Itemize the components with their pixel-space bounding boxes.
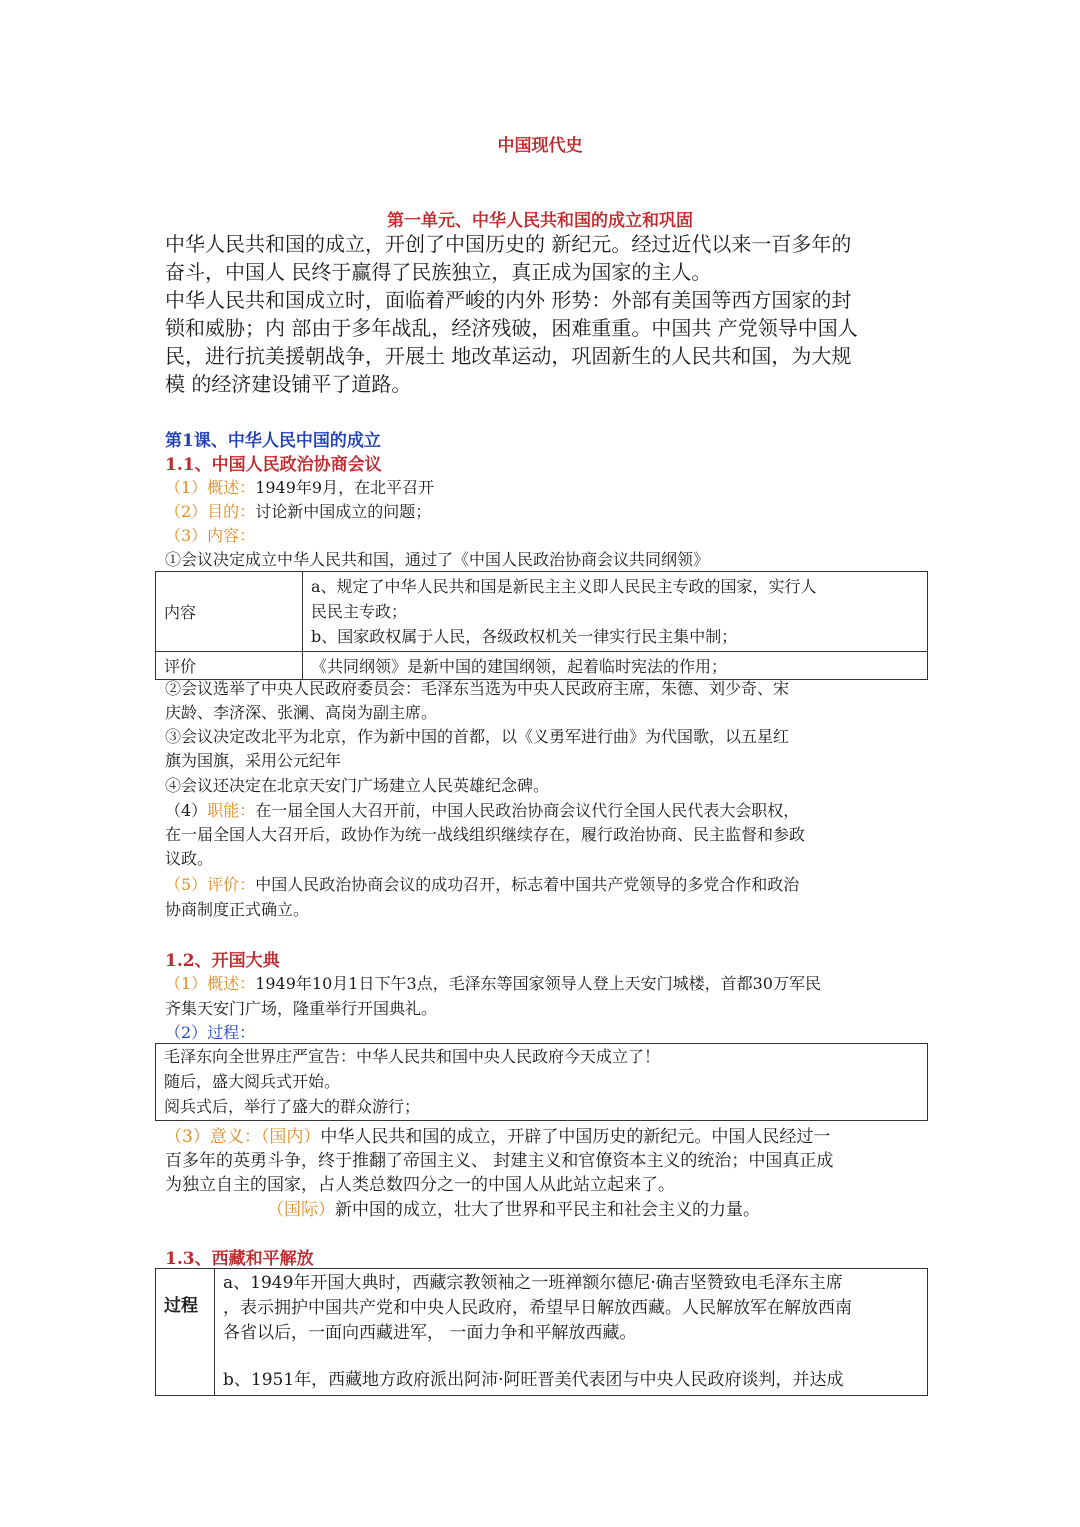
content-item-2: ②会议选举了中央人民政府委员会：毛泽东当选为中央人民政府主席，朱德、刘少奇、宋 [165, 679, 790, 698]
intro-line: 奋斗，中国人 民终于赢得了民族独立，真正成为国家的主人。 [165, 260, 712, 284]
table-cell-label: 过程 [156, 1269, 215, 1396]
process-box [155, 1043, 928, 1121]
content-line [165, 523, 255, 546]
significance-label: （3）意义：（国内） [165, 1127, 321, 1147]
table-line: 各省以后，一面向西藏进军， 一面力争和平解放西藏。 [223, 1323, 637, 1343]
table-spacer [223, 1346, 919, 1368]
overview-text: 1949年9月，在北平召开 [255, 478, 435, 497]
function-text: 在一届全国人大召开前，中国人民政治协商会议代行全国人民代表大会职权， [255, 801, 800, 820]
overview-line [165, 971, 821, 994]
international-text: 新中国的成立，壮大了世界和平民主和社会主义的力量。 [335, 1200, 760, 1220]
table-cell-label: 内容 [156, 572, 303, 652]
intro-line: 民，进行抗美援朝战争，开展土 地改革运动，巩固新生的人民共和国，为大规 [165, 344, 852, 368]
process-box-line: 随后，盛大阅兵式开始。 [164, 1072, 341, 1091]
content-item-4: ④会议还决定在北京天安门广场建立人民英雄纪念碑。 [165, 776, 550, 795]
process-box-line: 阅兵式后，举行了盛大的群众游行； [164, 1097, 421, 1116]
table-row [156, 1269, 928, 1396]
section-heading-1-3: 1.3、西藏和平解放 [165, 1249, 314, 1269]
overview-text: 齐集天安门广场，隆重举行开国典礼。 [165, 999, 438, 1018]
process-line [165, 1020, 255, 1043]
table-row [156, 572, 928, 652]
table-line: a、1949年开国大典时，西藏宗教领袖之一班禅额尔德尼·确吉坚赞致电毛泽东主席 [223, 1273, 843, 1293]
tibet-table [155, 1268, 928, 1396]
overview-label: （1）概述： [165, 974, 256, 993]
table-line: a、规定了中华人民共和国是新民主主义即人民民主专政的国家，实行人 [311, 577, 817, 596]
overview-line [165, 475, 434, 498]
purpose-text: 讨论新中国成立的问题； [255, 502, 432, 521]
content-item-3: 旗为国旗，采用公元纪年 [165, 751, 342, 770]
process-label: （2）过程： [165, 1023, 256, 1042]
significance-text: 为独立自主的国家，占人类总数四分之一的中国人从此站立起来了。 [165, 1175, 675, 1195]
international-line [267, 1195, 760, 1220]
evaluation-text: 中国人民政治协商会议的成功召开，标志着中国共产党领导的多党合作和政治 [255, 875, 800, 894]
table-cell-content [303, 572, 928, 652]
purpose-label: （2）目的： [165, 502, 256, 521]
table-cell-content: 《共同纲领》是新中国的建国纲领，起着临时宪法的作用； [303, 652, 928, 680]
evaluation-line [165, 872, 799, 895]
function-line [165, 798, 799, 821]
content-item-1: ①会议决定成立中华人民共和国，通过了《中国人民政治协商会议共同纲领》 [165, 550, 710, 569]
international-label: （国际） [267, 1200, 335, 1220]
significance-text: 百多年的英勇斗争，终于推翻了帝国主义、 封建主义和官僚资本主义的统治；中国真正成 [165, 1151, 834, 1171]
document-title: 中国现代史 [497, 136, 583, 156]
content-item-3: ③会议决定改北平为北京，作为新中国的首都，以《义勇军进行曲》为代国歌，以五星红 [165, 727, 790, 746]
unit-title: 第一单元、中华人民共和国的成立和巩固 [387, 211, 693, 231]
content-label: （3）内容： [165, 526, 256, 545]
significance-text: 中华人民共和国的成立，开辟了中国历史的新纪元。中国人民经过一 [320, 1127, 831, 1147]
evaluation-text: 协商制度正式确立。 [165, 900, 310, 919]
intro-line: 锁和威胁；内 部由于多年战乱，经济残破，困难重重。中国共 产党领导中国人 [165, 316, 858, 340]
function-prefix: （4） [165, 801, 208, 820]
overview-text: 1949年10月1日下午3点，毛泽东等国家领导人登上天安门城楼，首都30万军民 [255, 974, 821, 993]
content-item-2: 庆龄、李济深、张澜、高岗为副主席。 [165, 703, 438, 722]
process-box-line: 毛泽东向全世界庄严宣告：中华人民共和国中央人民政府今天成立了！ [164, 1047, 661, 1066]
overview-label: （1）概述： [165, 478, 256, 497]
intro-line: 中华人民共和国的成立，开创了中国历史的 新纪元。经过近代以来一百多年的 [165, 232, 852, 256]
intro-line: 模 的经济建设铺平了道路。 [165, 372, 412, 396]
function-text: 在一届全国人大召开后，政协作为统一战线组织继续存在，履行政治协商、民主监督和参政 [165, 825, 806, 844]
content-table [155, 571, 928, 680]
section-heading-1-2: 1.2、开国大典 [165, 951, 280, 971]
table-cell-content [215, 1269, 928, 1396]
evaluation-label: （5）评价： [165, 875, 256, 894]
lesson-heading: 第1课、中华人民中国的成立 [165, 431, 381, 451]
section-heading-1-1: 1.1、中国人民政治协商会议 [165, 455, 382, 475]
significance-line [165, 1122, 830, 1147]
purpose-line [165, 499, 431, 522]
function-text: 议政。 [165, 849, 214, 868]
table-line: b、国家政权属于人民，各级政权机关一律实行民主集中制； [311, 627, 738, 646]
intro-line: 中华人民共和国成立时，面临着严峻的内外 形势：外部有美国等西方国家的封 [165, 288, 852, 312]
table-line: b、1951年，西藏地方政府派出阿沛·阿旺晋美代表团与中央人民政府谈判，并达成 [223, 1370, 844, 1390]
table-line: ，表示拥护中国共产党和中央人民政府，希望早日解放西藏。人民解放军在解放西南 [223, 1298, 852, 1318]
table-line: 民民主专政； [311, 602, 408, 621]
function-label: 职能： [207, 801, 256, 820]
table-cell-label: 评价 [156, 652, 303, 680]
